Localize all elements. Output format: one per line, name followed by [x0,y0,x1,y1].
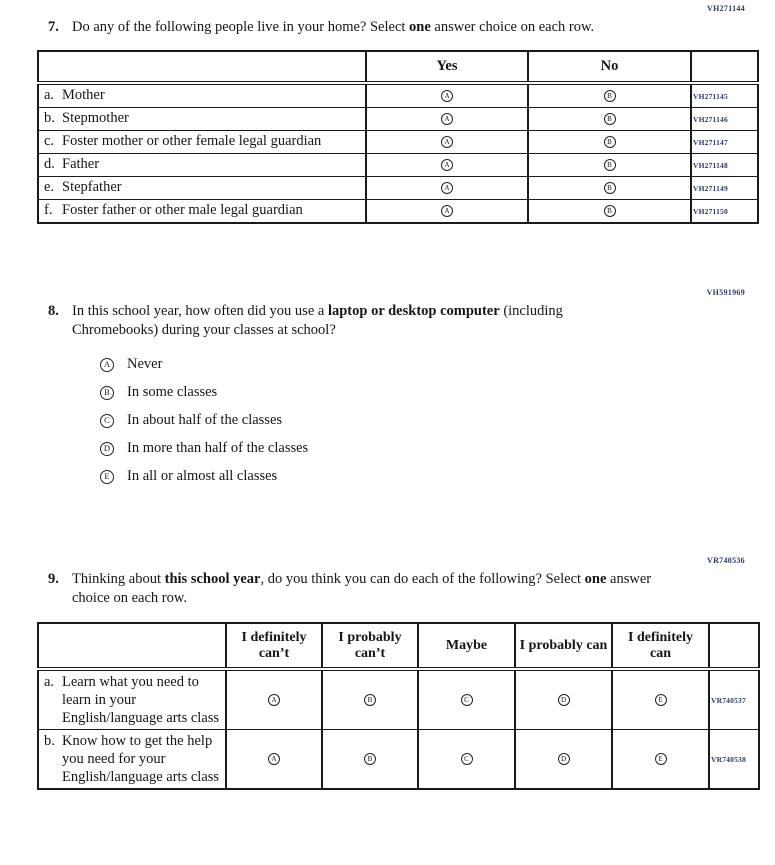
row-label: f. Foster father or other male legal guardian [44,202,303,218]
q9-row-a-bubble-c[interactable]: C [461,694,473,706]
row-code: VH271145 [691,83,758,108]
question-9-section [0,556,775,790]
q9-header-definitely-can: I definitely can [612,623,709,669]
option-label: In about half of the classes [127,412,283,428]
q7-row-d-yes-bubble[interactable]: A [441,159,453,171]
q9-row-b-bubble-c[interactable]: C [461,753,473,765]
q8-option-about-half [100,411,775,430]
question-7-number: 7. [48,19,59,35]
q8-option-d-bubble[interactable]: D [100,442,114,456]
q8-option-all-classes [100,467,775,486]
question-7-code: VH271144 [707,4,745,13]
q8-option-more-than-half [100,439,775,458]
q9-row-a-bubble-a[interactable]: A [268,694,280,706]
q8-option-e-bubble[interactable]: E [100,470,114,484]
q7-header-code [691,51,758,83]
q9-row-a-bubble-d[interactable]: D [558,694,570,706]
q9-header-stub [38,623,226,669]
q7-row-a-yes-bubble[interactable]: A [441,90,453,102]
q7-row-d-no-bubble[interactable]: B [604,159,616,171]
question-8 [48,302,775,340]
row-label: e. Stepfather [44,179,122,195]
question-9-number: 9. [48,571,59,587]
q9-row-b-bubble-b[interactable]: B [364,753,376,765]
q7-row-e-no-bubble[interactable]: B [604,182,616,194]
q8-option-b-bubble[interactable]: B [100,386,114,400]
row-label: d. Father [44,156,100,172]
q9-row-a-bubble-b[interactable]: B [364,694,376,706]
q7-header-no: No [528,51,691,83]
row-code: VH271150 [691,200,758,224]
table-row [38,154,758,177]
q9-answer-table [37,622,760,790]
q7-header-stub [38,51,366,83]
question-7 [48,18,775,37]
q8-option-some-classes [100,383,775,402]
question-8-number: 8. [48,303,59,319]
q7-row-c-no-bubble[interactable]: B [604,136,616,148]
question-7-text: Do any of the following people live in your home? Select one answer choice on each row. [72,19,595,35]
q7-row-f-yes-bubble[interactable]: A [441,205,453,217]
q7-answer-table [37,50,759,224]
q9-header-maybe: Maybe [418,623,515,669]
question-8-text: In this school year, how often did you use a laptop or desktop computer (including Chromebooks) during your classes at school? [72,303,563,338]
q9-header-code [709,623,759,669]
q9-row-b-bubble-e[interactable]: E [655,753,667,765]
q9-header-probably-can: I probably can [515,623,612,669]
q7-row-f-no-bubble[interactable]: B [604,205,616,217]
row-label: b. Stepmother [44,110,129,126]
q8-option-never [100,355,775,374]
option-label: Never [127,356,163,372]
question-7-section [0,0,775,224]
q7-row-e-yes-bubble[interactable]: A [441,182,453,194]
q9-row-a-bubble-e[interactable]: E [655,694,667,706]
q7-row-a-no-bubble[interactable]: B [604,90,616,102]
question-9 [48,570,775,608]
q9-row-b-bubble-d[interactable]: D [558,753,570,765]
row-label: c. Foster mother or other female legal guardian [44,133,322,149]
table-row [38,83,758,108]
question-8-section [0,288,775,486]
question-9-code: VR740536 [707,556,745,565]
table-row [38,669,759,730]
q9-row-b-bubble-a[interactable]: A [268,753,280,765]
row-code: VH271146 [691,108,758,131]
q8-options [100,355,775,486]
table-row [38,177,758,200]
table-row [38,730,759,790]
question-8-code: VH591969 [706,288,745,297]
option-label: In all or almost all classes [127,468,278,484]
q7-row-b-no-bubble[interactable]: B [604,113,616,125]
table-row [38,131,758,154]
q7-header-yes: Yes [366,51,528,83]
row-label: a. Learn what you need to learn in your English/language arts class [44,674,220,726]
q7-row-b-yes-bubble[interactable]: A [441,113,453,125]
q8-option-c-bubble[interactable]: C [100,414,114,428]
table-row [38,200,758,224]
row-code: VH271148 [691,154,758,177]
q7-table-header-row [38,51,758,83]
q9-header-definitely-cant: I definitely can’t [226,623,322,669]
row-code: VR740538 [709,730,759,790]
option-label: In more than half of the classes [127,440,309,456]
q7-row-c-yes-bubble[interactable]: A [441,136,453,148]
table-row [38,108,758,131]
question-9-text: Thinking about this school year, do you think you can do each of the following? Select one answer choice on each row. [72,571,652,606]
row-code: VR740537 [709,669,759,730]
row-label: a. Mother [44,87,105,103]
q8-option-a-bubble[interactable]: A [100,358,114,372]
option-label: In some classes [127,384,218,400]
row-code: VH271149 [691,177,758,200]
q9-table-header-row [38,623,759,669]
row-code: VH271147 [691,131,758,154]
row-label: b. Know how to get the help you need for your English/language arts class [44,733,220,785]
q9-header-probably-cant: I probably can’t [322,623,418,669]
